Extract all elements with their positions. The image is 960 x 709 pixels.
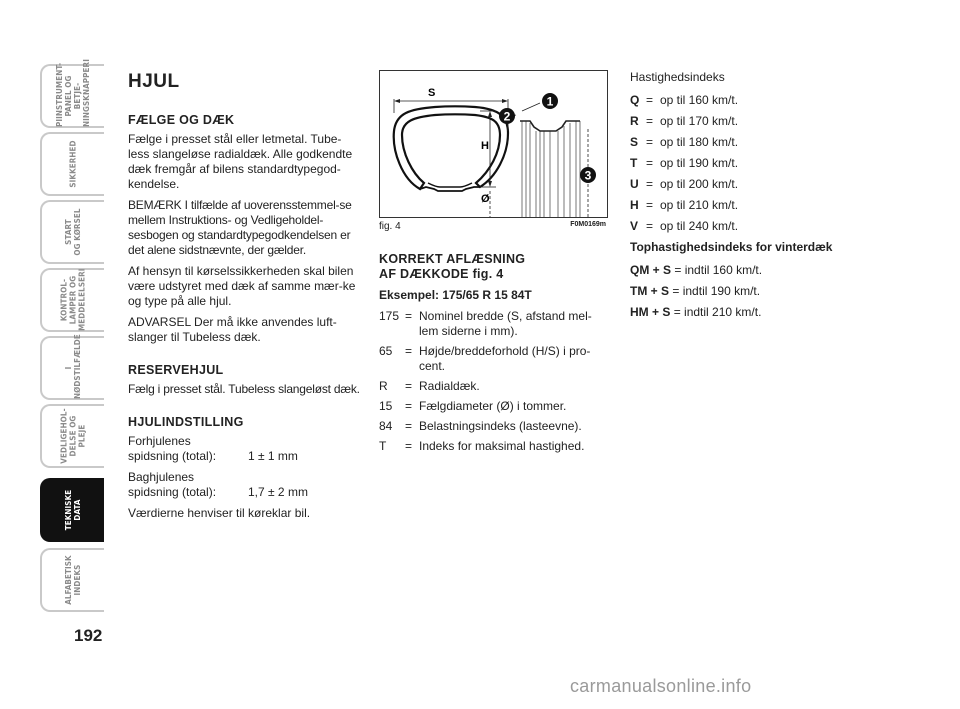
equals-sign: = [646,114,654,128]
equals-sign: = [673,305,681,319]
page-number: 192 [74,626,103,645]
values-note: Værdierne henviser til køreklar bil. [128,506,311,520]
column-wheels [128,70,360,527]
safety-paragraph: Af hensyn til kørselssikkerheden skal bilen være udstyret med dæk af samme mær-ke og type på alle hjul. [128,264,356,308]
speed-index-heading: Hastighedsindeks [630,70,725,84]
speed-value: op til 210 km/t. [660,198,739,212]
rear-toe-row [128,485,360,500]
equals-sign: = [674,263,682,277]
figure-number: fig. 4 [379,221,401,232]
tab-label: ALFABETISK INDEKS [64,555,82,605]
column-tyre-code [379,252,609,459]
speed-row [630,156,870,171]
equals-sign: = [646,177,654,191]
page-title: HJUL [128,71,180,92]
rear-toe-value: 1,7 ± 2 mm [248,485,308,499]
winter-row [630,305,870,320]
equals-sign: = [405,344,413,358]
definition-value: Radialdæk. [419,379,480,393]
equals-sign: = [646,93,654,107]
marker-3: 3 [584,168,592,183]
definition-value: Indeks for maksimal hastighed. [419,439,585,453]
tyre-code-heading-line2: AF DÆKKODE fig. 4 [379,267,504,281]
speed-value: op til 190 km/t. [660,156,739,170]
speed-value: op til 240 km/t. [660,219,739,233]
winter-key: QM + S [630,263,672,277]
tab-sikkerhed[interactable] [40,132,104,196]
speed-row [630,177,870,192]
speed-key: V [630,219,639,233]
marker-2: 2 [503,109,511,124]
tab-kontrollamper[interactable] [40,268,104,332]
tab-label: KONTROL- LAMPER OG MEDDELELSERI [59,268,87,331]
speed-value: op til 170 km/t. [660,114,739,128]
label-h: H [481,140,489,152]
marker-1: 1 [546,94,554,109]
definition-key: T [379,439,387,453]
column-speed-index [630,70,870,326]
tab-tekniske-data[interactable] [40,478,104,542]
tyre-cross-section [380,71,607,217]
label-diameter: Ø [481,193,490,205]
definition-row [379,399,609,414]
front-toe-row [128,449,360,464]
winter-row [630,284,870,299]
definition-value: Fælgdiameter (Ø) i tommer. [419,399,567,413]
front-toe-value: 1 ± 1 mm [248,449,298,463]
definition-key: 175 [379,309,400,323]
definition-row [379,309,609,339]
definition-value: Højde/breddeforhold (H/S) i pro-cent. [419,344,591,373]
equals-sign: = [405,419,413,433]
rims-heading: FÆLGE OG DÆK [128,113,235,127]
tyre-code-heading-line1: KORREKT AFLÆSNING [379,252,526,266]
speed-row [630,219,870,234]
speed-key: T [630,156,638,170]
definition-row [379,419,609,434]
front-label: Forhjulenes [128,434,191,448]
speed-row [630,198,870,213]
winter-row [630,263,870,278]
tab-label: VEDLIGEHOL- DELSE OG PLEJE [59,408,87,464]
tyre-diagram [379,70,608,218]
definition-key: 84 [379,419,393,433]
tyre-code-definitions [379,309,609,454]
speed-value: op til 200 km/t. [660,177,739,191]
winter-heading: Tophastighedsindeks for vinterdæk [630,240,833,254]
speed-value: op til 160 km/t. [660,93,739,107]
speed-value: op til 180 km/t. [660,135,739,149]
tab-label: TEKNISKE DATA [64,489,82,531]
winter-value: indtil 210 km/t. [684,305,762,319]
speed-key: R [630,114,639,128]
winter-value: indtil 190 km/t. [682,284,761,298]
front-toe-key: spidsning (total): [128,449,217,463]
definition-row [379,439,609,454]
definition-value: Nominel bredde (S, afstand mel-lem siderne i mm). [419,309,592,338]
speed-row [630,93,870,108]
equals-sign: = [405,309,413,323]
rims-paragraph: Fælge i presset stål eller letmetal. Tube-less slangeløse radialdæk. Alle godkendte dæk fremgår af bilens standardtypegod-kendelse. [128,132,353,191]
speed-key: U [630,177,639,191]
definition-row [379,379,609,394]
spare-heading: RESERVEHJUL [128,363,224,377]
speed-key: S [630,135,639,149]
figure-caption [379,221,608,232]
tab-instrument-panel[interactable] [40,59,104,128]
note-paragraph: BEMÆRK I tilfælde af uoverensstemmel-se mellem Instruktions- og Vedligeholdel-sesbogen og standardtypegodkendelsen er det alene sidstnævnte, der gælder. [128,198,352,257]
speed-key: Q [630,93,640,107]
equals-sign: = [646,198,654,212]
equals-sign: = [405,439,413,453]
tab-vedligeholdelse[interactable] [40,404,104,468]
winter-key: HM + S [630,305,671,319]
tyre-code-example: Eksempel: 175/65 R 15 84T [379,288,532,302]
equals-sign: = [405,399,413,413]
spare-text: Fælg i presset stål. Tubeless slangeløst dæk. [128,382,360,396]
tab-noedstilfaelde[interactable] [40,336,104,400]
winter-key: TM + S [630,284,670,298]
definition-value: Belastningsindeks (lasteevne). [419,419,582,433]
tab-label: SIKKERHED [68,140,78,188]
warning-paragraph: ADVARSEL Der må ikke anvendes luft-slanger til Tubeless dæk. [128,315,337,344]
winter-value: indtil 160 km/t. [684,263,763,277]
watermark: carmanualsonline.info [570,676,752,696]
rear-label: Baghjulenes [128,470,195,484]
tab-label: I NØDSTILFÆLDE [64,334,82,399]
tab-label: START OG KØRSEL [64,208,82,256]
tab-label: PIINSTRUMENT- PANEL OG BETJE- NINGSKNAPPERI [55,59,91,127]
equals-sign: = [672,284,680,298]
equals-sign: = [646,156,654,170]
tab-alfabetisk-indeks[interactable] [40,548,104,612]
equals-sign: = [405,379,413,393]
label-s: S [428,87,436,99]
speed-row [630,114,870,129]
definition-key: 15 [379,399,393,413]
definition-row [379,344,609,374]
definition-key: 65 [379,344,393,358]
equals-sign: = [646,219,654,233]
rear-toe-key: spidsning (total): [128,485,217,499]
tab-start-koersel[interactable] [40,200,104,264]
speed-key: H [630,198,639,212]
alignment-heading: HJULINDSTILLING [128,415,244,429]
speed-row [630,135,870,150]
equals-sign: = [646,135,654,149]
figure-code: F0M0169m [570,221,606,228]
definition-key: R [379,379,388,393]
